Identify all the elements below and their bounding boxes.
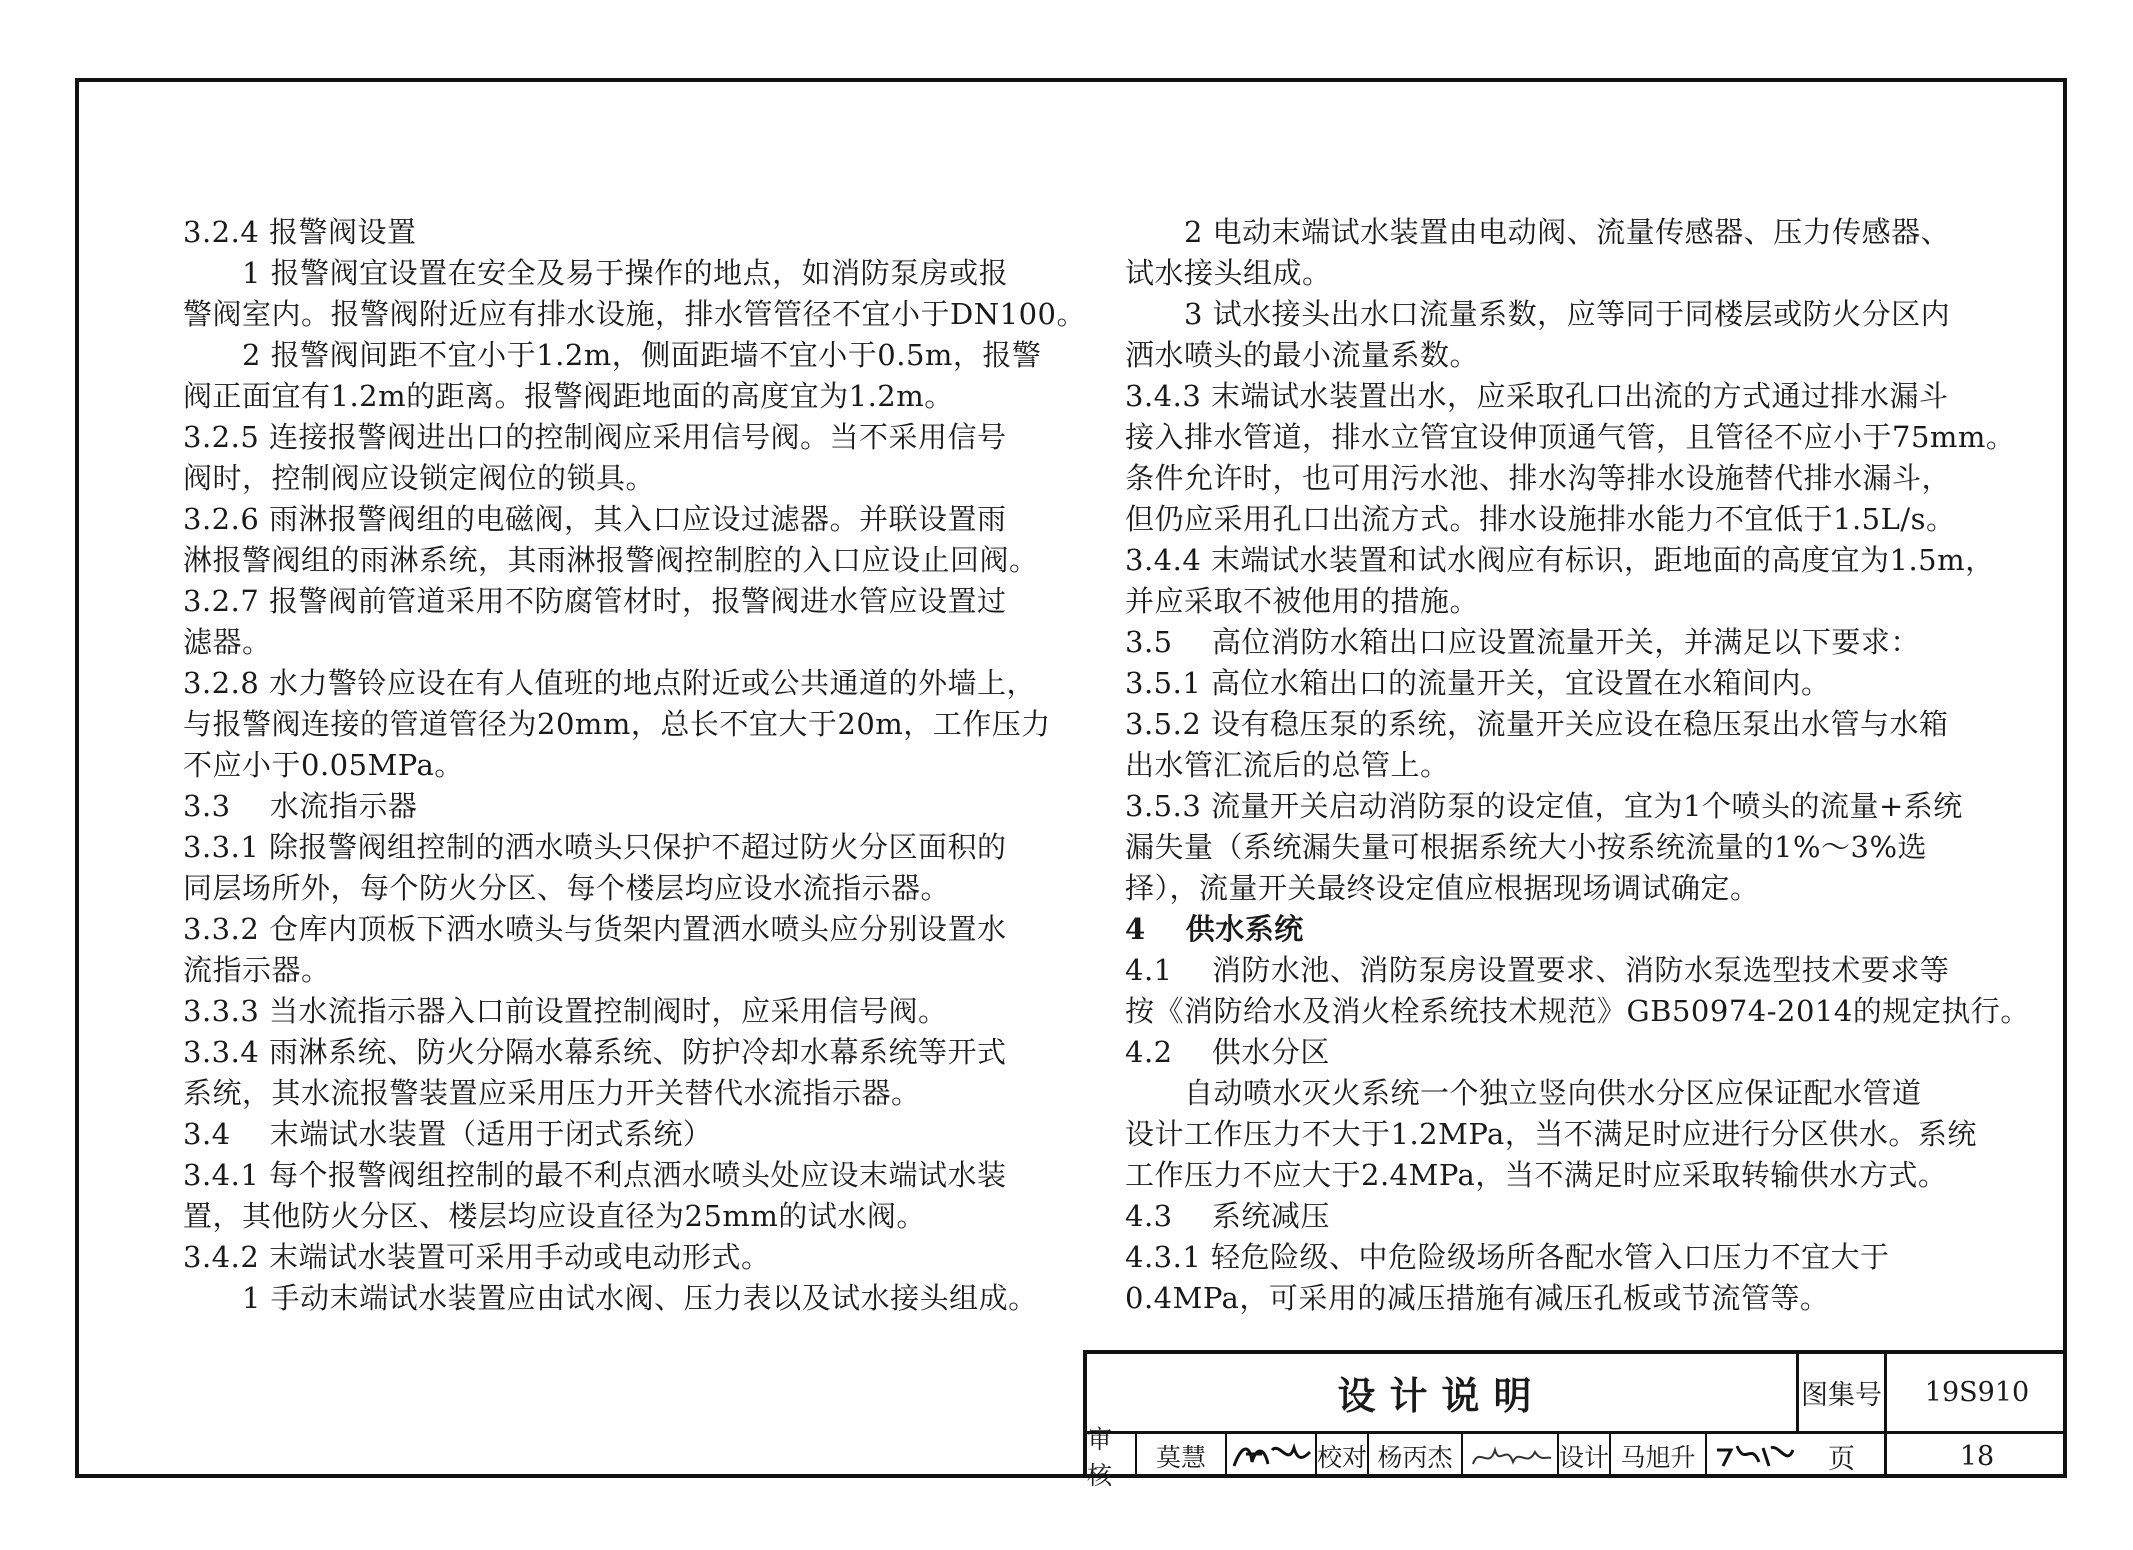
text-line: 试水接头组成。: [1125, 256, 1332, 290]
check-signature-mark: [1465, 1436, 1555, 1476]
text-line: 洒水喷头的最小流量系数。: [1125, 338, 1480, 372]
right-column: [1125, 212, 2030, 1319]
text-line: 工作压力不应大于2.4MPa，当不满足时应采取转输供水方式。: [1125, 1158, 1948, 1192]
text-line: 4.3 系统减压: [1125, 1199, 1330, 1233]
check-label: 校对: [1317, 1434, 1369, 1478]
text-line: 按《消防给水及消火栓系统技术规范》GB50974-2014的规定执行。: [1125, 994, 2030, 1028]
text-line: 3.5.3 流量开关启动消防泵的设定值，宜为1个喷头的流量+系统: [1125, 789, 1963, 823]
text-line: 出水管汇流后的总管上。: [1125, 748, 1450, 782]
text-line: 3.3 水流指示器: [183, 789, 418, 823]
text-line: 3.4.2 末端试水装置可采用手动或电动形式。: [183, 1240, 771, 1274]
atlas-number-value: 19S910: [1887, 1354, 2067, 1434]
text-line: 警阀室内。报警阀附近应有排水设施，排水管管径不宜小于DN100。: [183, 297, 1086, 331]
text-line: 淋报警阀组的雨淋系统，其雨淋报警阀控制腔的入口应设止回阀。: [183, 543, 1039, 577]
left-column: [183, 212, 1086, 1319]
text-line: 系统，其水流报警装置应采用压力开关替代水流指示器。: [183, 1076, 921, 1110]
review-signature-mark: [1228, 1436, 1314, 1476]
text-line: 置，其他防火分区、楼层均应设直径为25mm的试水阀。: [183, 1199, 926, 1233]
text-line: 3.4.4 末端试水装置和试水阀应有标识，距地面的高度宜为1.5m，: [1125, 543, 1995, 577]
atlas-number-label: 图集号: [1799, 1354, 1887, 1434]
text-line: 3.3.4 雨淋系统、防火分隔水幕系统、防护冷却水幕系统等开式: [183, 1035, 1007, 1069]
text-line: 并应采取不被他用的措施。: [1125, 584, 1480, 618]
text-line: 2 报警阀间距不宜小于1.2m，侧面距墙不宜小于0.5m，报警: [242, 338, 1042, 372]
text-line: 3.4.3 末端试水装置出水，应采取孔口出流的方式通过排水漏斗: [1125, 379, 1949, 413]
text-line: 3.3.3 当水流指示器入口前设置控制阀时，应采用信号阀。: [183, 994, 948, 1028]
text-line: 择），流量开关最终设定值应根据现场调试确定。: [1125, 871, 1760, 905]
check-signature: [1463, 1434, 1559, 1478]
design-signature: [1707, 1434, 1799, 1478]
text-line: 自动喷水灭火系统一个独立竖向供水分区应保证配水管道: [1184, 1076, 1922, 1110]
page-number: 18: [1959, 1440, 1995, 1472]
text-line: 3 试水接头出水口流量系数，应等同于同楼层或防火分区内: [1184, 297, 1951, 331]
design-name: 马旭升: [1611, 1434, 1707, 1478]
text-line: 0.4MPa，可采用的减压措施有减压孔板或节流管等。: [1125, 1281, 1830, 1315]
review-name: 莫慧: [1137, 1434, 1227, 1478]
text-line: 4.3.1 轻危险级、中危险级场所各配水管入口压力不宜大于: [1125, 1240, 1890, 1274]
page-label: 页: [1799, 1434, 1887, 1478]
text-line: 3.4 末端试水装置（适用于闭式系统）: [183, 1117, 713, 1151]
text-line: 同层场所外，每个防火分区、每个楼层均应设水流指示器。: [183, 871, 951, 905]
text-line: 3.3.2 仓库内顶板下洒水喷头与货架内置洒水喷头应分别设置水: [183, 912, 1007, 946]
drawing-title: 设计说明: [1087, 1354, 1799, 1434]
text-line: 2 电动末端试水装置由电动阀、流量传感器、压力传感器、: [1184, 215, 1951, 249]
text-line: 3.2.7 报警阀前管道采用不防腐管材时，报警阀进水管应设置过: [183, 584, 1007, 618]
title-block: [1083, 1350, 2067, 1490]
text-line: 但仍应采用孔口出流方式。排水设施排水能力不宜低于1.5L/s。: [1125, 502, 1956, 536]
text-line: 3.2.8 水力警铃应设在有人值班的地点附近或公共通道的外墙上，: [183, 666, 1037, 700]
text-line: 4 供水系统: [1125, 912, 1304, 946]
review-label: 审核: [1087, 1434, 1137, 1478]
text-line: 3.2.6 雨淋报警阀组的电磁阀，其入口应设过滤器。并联设置雨: [183, 502, 1007, 536]
text-line: 1 报警阀宜设置在安全及易于操作的地点，如消防泵房或报: [242, 256, 1009, 290]
text-line: 阀时，控制阀应设锁定阀位的锁具。: [183, 461, 656, 495]
review-signature: [1227, 1434, 1317, 1478]
text-line: 漏失量（系统漏失量可根据系统大小按系统流量的1%～3%选: [1125, 830, 1928, 864]
text-line: 4.2 供水分区: [1125, 1035, 1330, 1069]
text-line: 3.5 高位消防水箱出口应设置流量开关，并满足以下要求：: [1125, 625, 1920, 659]
text-line: 3.2.5 连接报警阀进出口的控制阀应采用信号阀。当不采用信号: [183, 420, 1007, 454]
text-line: 滤器。: [183, 625, 272, 659]
check-name: 杨丙杰: [1369, 1434, 1463, 1478]
text-line: 4.1 消防水池、消防泵房设置要求、消防水泵选型技术要求等: [1125, 953, 1950, 987]
text-line: 3.2.4 报警阀设置: [183, 215, 417, 249]
text-line: 3.4.1 每个报警阀组控制的最不利点洒水喷头处应设末端试水装: [183, 1158, 1007, 1192]
text-line: 设计工作压力不大于1.2MPa，当不满足时应进行分区供水。系统: [1125, 1117, 1977, 1151]
design-signature-mark: [1709, 1436, 1797, 1476]
text-line: 阀正面宜有1.2m的距离。报警阀距地面的高度宜为1.2m。: [183, 379, 954, 413]
design-label: 设计: [1559, 1434, 1611, 1478]
text-line: 与报警阀连接的管道管径为20mm，总长不宜大于20m，工作压力: [183, 707, 1051, 741]
text-line: 不应小于0.05MPa。: [183, 748, 464, 782]
text-line: 3.5.1 高位水箱出口的流量开关，宜设置在水箱间内。: [1125, 666, 1831, 700]
text-line: 流指示器。: [183, 953, 331, 987]
text-line: 接入排水管道，排水立管宜设伸顶通气管，且管径不应小于75mm。: [1125, 420, 2016, 454]
text-line: 3.5.2 设有稳压泵的系统，流量开关应设在稳压泵出水管与水箱: [1125, 707, 1949, 741]
text-line: 3.3.1 除报警阀组控制的洒水喷头只保护不超过防火分区面积的: [183, 830, 1007, 864]
signature-row: [1087, 1425, 1799, 1490]
text-line: 1 手动末端试水装置应由试水阀、压力表以及试水接头组成。: [242, 1281, 1038, 1315]
text-line: 条件允许时，也可用污水池、排水沟等排水设施替代排水漏斗，: [1125, 461, 1952, 495]
